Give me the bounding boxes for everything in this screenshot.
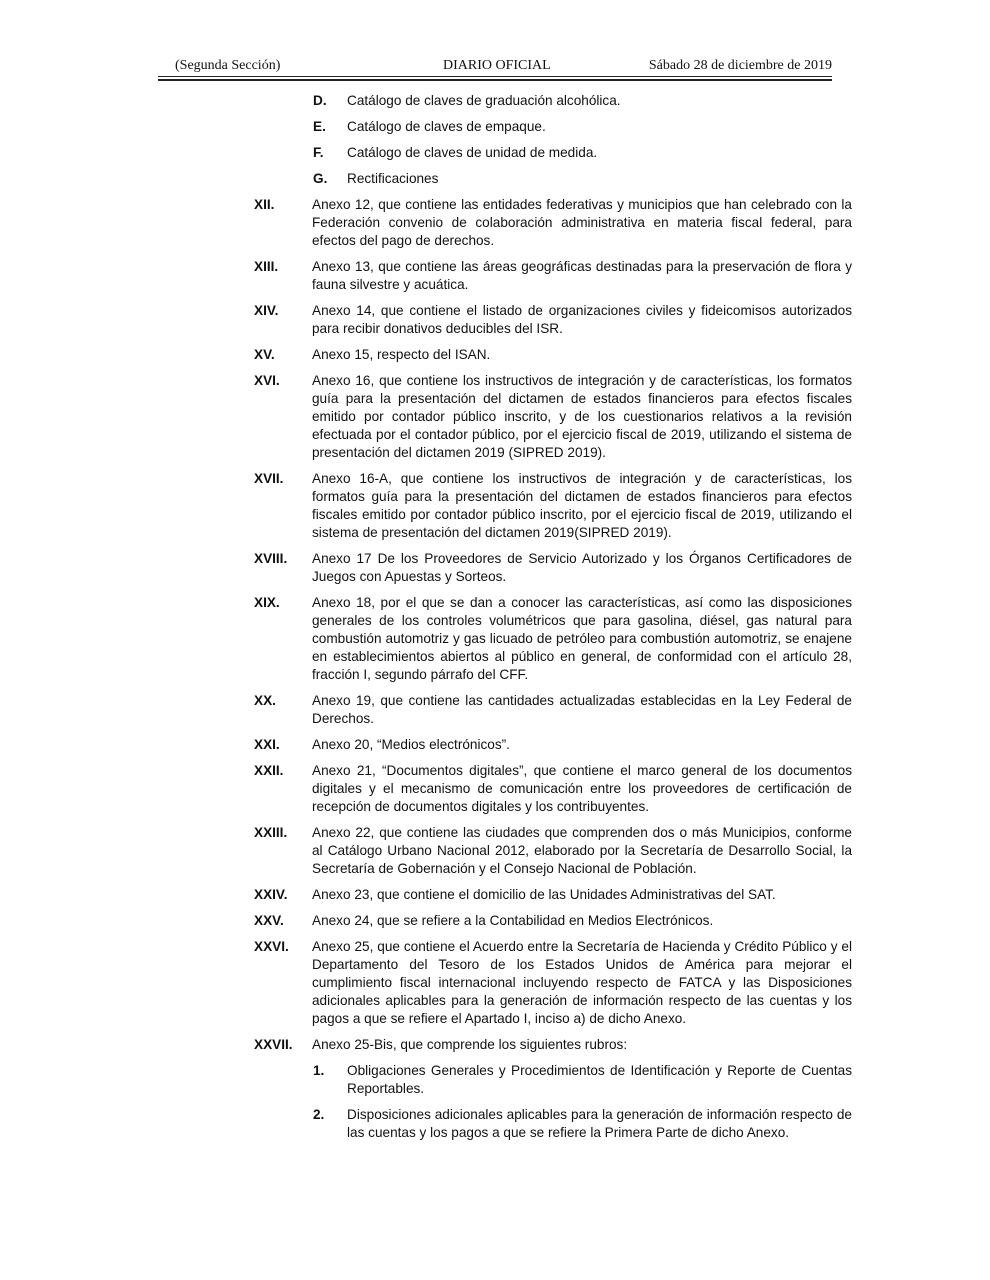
sub-item: [0, 1062, 990, 1098]
item-label: XV.: [254, 347, 275, 362]
item-label: XXIV.: [254, 887, 288, 902]
item-text: Anexo 24, que se refiere a la Contabilidad en Medios Electrónicos.: [312, 913, 714, 928]
annex-item: [0, 1036, 990, 1054]
item-label: 1.: [313, 1063, 325, 1078]
item-label: XIV.: [254, 303, 279, 318]
item-label: XVII.: [254, 471, 284, 486]
item-text: Anexo 17 De los Proveedores de Servicio Autorizado y los Órganos Certificadores de Juegos con Apuestas y Sorteos.: [312, 551, 852, 584]
annex-item: [0, 692, 990, 728]
item-text: Anexo 18, por el que se dan a conocer las características, así como las disposiciones generales de los controles volumétricos que para gasolina, diésel, gas natural para combustión automotriz y gas licuado de petróleo para combustión automotriz, se enajene en establecimientos abiertos al público en general, de conformidad con el artículo 28, fracción I, segundo párrafo del CFF.: [312, 595, 852, 682]
annex-item: [0, 372, 990, 462]
item-label: XIII.: [254, 259, 279, 274]
item-text: Anexo 12, que contiene las entidades federativas y municipios que han celebrado con la Federación convenio de colaboración administrativa en materia fiscal federal, para efectos del pago de derechos.: [312, 197, 852, 248]
header-publication: DIARIO OFICIAL: [443, 58, 551, 73]
item-label: XXV.: [254, 913, 284, 928]
annex-item: [0, 736, 990, 754]
sub-item: [0, 144, 990, 162]
annex-item: [0, 594, 990, 684]
item-text: Anexo 22, que contiene las ciudades que comprenden dos o más Municipios, conforme al Catálogo Urbano Nacional 2012, elaborado por la Secretaría de Desarrollo Social, la Secretaría de Gobernación y el Consejo Nacional de Población.: [312, 825, 852, 876]
item-text: Anexo 23, que contiene el domicilio de las Unidades Administrativas del SAT.: [312, 887, 776, 902]
item-label: G.: [313, 171, 328, 186]
item-text: Anexo 21, “Documentos digitales”, que contiene el marco general de los documentos digitales y el mecanismo de comunicación entre los proveedores de certificación de recepción de documentos digitales y los contribuyentes.: [312, 763, 852, 814]
page-header: [158, 58, 832, 76]
item-text: Catálogo de claves de unidad de medida.: [347, 145, 598, 160]
annex-item: [0, 550, 990, 586]
annex-item: [0, 824, 990, 878]
item-label: XIX.: [254, 595, 280, 610]
annex-item: [0, 470, 990, 542]
item-label: XXVII.: [254, 1037, 293, 1052]
item-label: D.: [313, 93, 327, 108]
item-label: XVIII.: [254, 551, 288, 566]
item-text: Anexo 16-A, que contiene los instructivos de integración y de características, los formatos guía para la presentación del dictamen de estados financieros para efectos fiscales emitido por contador público inscrito, por el ejercicio fiscal de 2019, utilizando el sistema de presentación del dictamen 2019(SIPRED 2019).: [312, 471, 852, 540]
item-text: Disposiciones adicionales aplicables para la generación de información respecto de las cuentas y los pagos a que se refiere la Primera Parte de dicho Anexo.: [347, 1107, 852, 1140]
annex-item: [0, 912, 990, 930]
annex-item: [0, 346, 990, 364]
sub-item: [0, 118, 990, 136]
item-label: E.: [313, 119, 326, 134]
item-text: Anexo 15, respecto del ISAN.: [312, 347, 491, 362]
annex-item: [0, 762, 990, 816]
item-text: Anexo 25, que contiene el Acuerdo entre la Secretaría de Hacienda y Crédito Público y el Departamento del Tesoro de los Estados Unidos de América para mejorar el cumplimiento fiscal internacional incluyendo respecto de FATCA y las Disposiciones adicionales aplicables para la generación de información respecto de las cuentas y los pagos a que se refiere el Apartado I, inciso a) de dicho Anexo.: [312, 939, 852, 1026]
annex-item: [0, 886, 990, 904]
document-body: [0, 92, 990, 1150]
item-label: XXI.: [254, 737, 280, 752]
sub-item: [0, 1106, 990, 1142]
item-text: Catálogo de claves de empaque.: [347, 119, 546, 134]
header-section: (Segunda Sección): [175, 58, 281, 73]
item-text: Anexo 16, que contiene los instructivos de integración y de características, los formatos guía para la presentación del dictamen de estados financieros para efectos fiscales emitido por contador público inscrito, y de los cuestionarios relativos a la revisión efectuada por el contador público, por el ejercicio fiscal de 2019, utilizando el sistema de presentación del dictamen 2019 (SIPRED 2019).: [312, 373, 852, 460]
item-text: Anexo 13, que contiene las áreas geográficas destinadas para la preservación de flora y fauna silvestre y acuática.: [312, 259, 852, 292]
item-label: XX.: [254, 693, 276, 708]
item-text: Anexo 20, “Medios electrónicos”.: [312, 737, 510, 752]
item-label: XVI.: [254, 373, 280, 388]
item-label: XXVI.: [254, 939, 289, 954]
item-text: Anexo 19, que contiene las cantidades actualizadas establecidas en la Ley Federal de Derechos.: [312, 693, 852, 726]
header-date: Sábado 28 de diciembre de 2019: [648, 58, 832, 73]
item-label: XXII.: [254, 763, 284, 778]
item-label: XII.: [254, 197, 275, 212]
item-text: Obligaciones Generales y Procedimientos de Identificación y Reporte de Cuentas Reportables.: [347, 1063, 852, 1096]
item-label: 2.: [313, 1107, 325, 1122]
item-label: XXIII.: [254, 825, 288, 840]
item-label: F.: [313, 145, 324, 160]
item-text: Anexo 14, que contiene el listado de organizaciones civiles y fideicomisos autorizados para recibir donativos deducibles del ISR.: [312, 303, 852, 336]
annex-item: [0, 302, 990, 338]
item-text: Rectificaciones: [347, 171, 439, 186]
annex-item: [0, 196, 990, 250]
annex-item: [0, 938, 990, 1028]
header-double-rule: [158, 76, 832, 81]
sub-item: [0, 92, 990, 110]
annex-item: [0, 258, 990, 294]
item-text: Catálogo de claves de graduación alcohólica.: [347, 93, 621, 108]
sub-item: [0, 170, 990, 188]
item-text: Anexo 25-Bis, que comprende los siguientes rubros:: [312, 1037, 628, 1052]
